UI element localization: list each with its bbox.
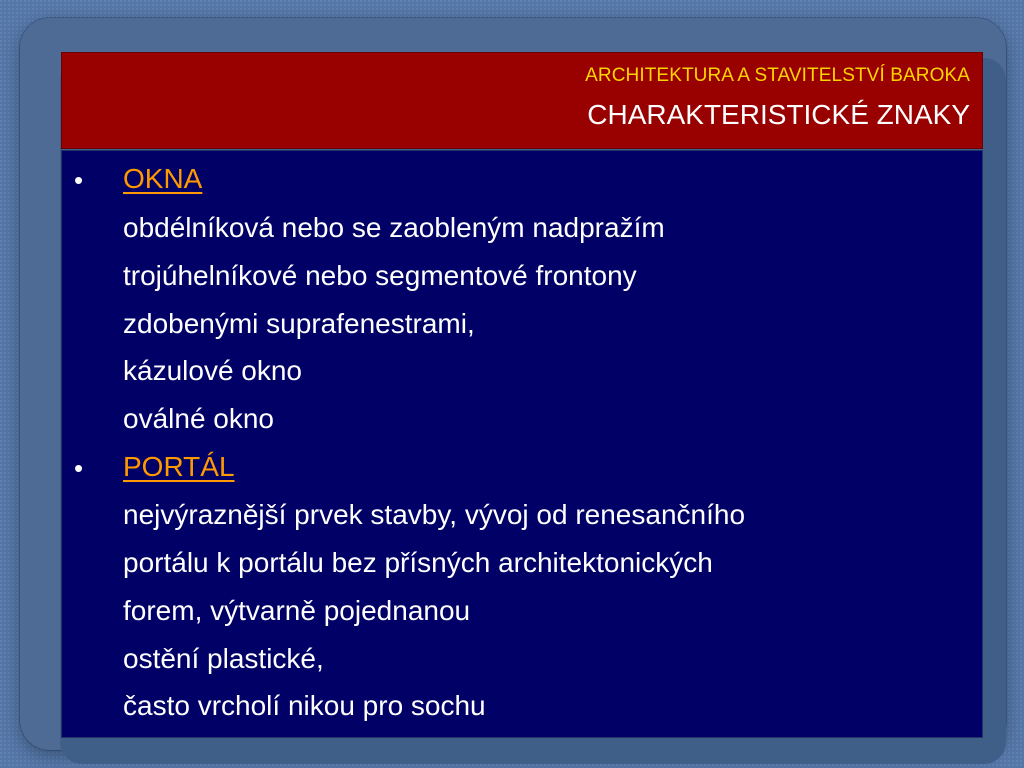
section-line: forem, výtvarně pojednanou <box>123 595 471 626</box>
bullet-icon: • <box>74 165 84 195</box>
section-line: trojúhelníkové nebo segmentové frontony <box>123 260 637 291</box>
title-bar <box>61 52 983 149</box>
slide-title: CHARAKTERISTICKÉ ZNAKY <box>587 99 970 130</box>
section-line: nejvýraznější prvek stavby, vývoj od renesančního <box>123 499 746 530</box>
content-panel <box>61 150 983 738</box>
section-line: zdobenými suprafenestrami, <box>123 308 475 339</box>
section-line: kázulové okno <box>123 355 303 386</box>
bullet-icon: • <box>74 453 84 483</box>
section-line: ostění plastické, <box>123 643 324 674</box>
section-line: často vrcholí nikou pro sochu <box>123 690 486 721</box>
section-heading-okna: OKNA <box>123 163 203 194</box>
section-line: oválné okno <box>123 403 275 434</box>
section-heading-portal: PORTÁL <box>123 451 235 482</box>
section-line: obdélníková nebo se zaobleným nadpražím <box>123 212 665 243</box>
section-line: portálu k portálu bez přísných architektonických <box>123 547 713 578</box>
slide-subtitle: ARCHITEKTURA A STAVITELSTVÍ BAROKA <box>585 65 970 86</box>
